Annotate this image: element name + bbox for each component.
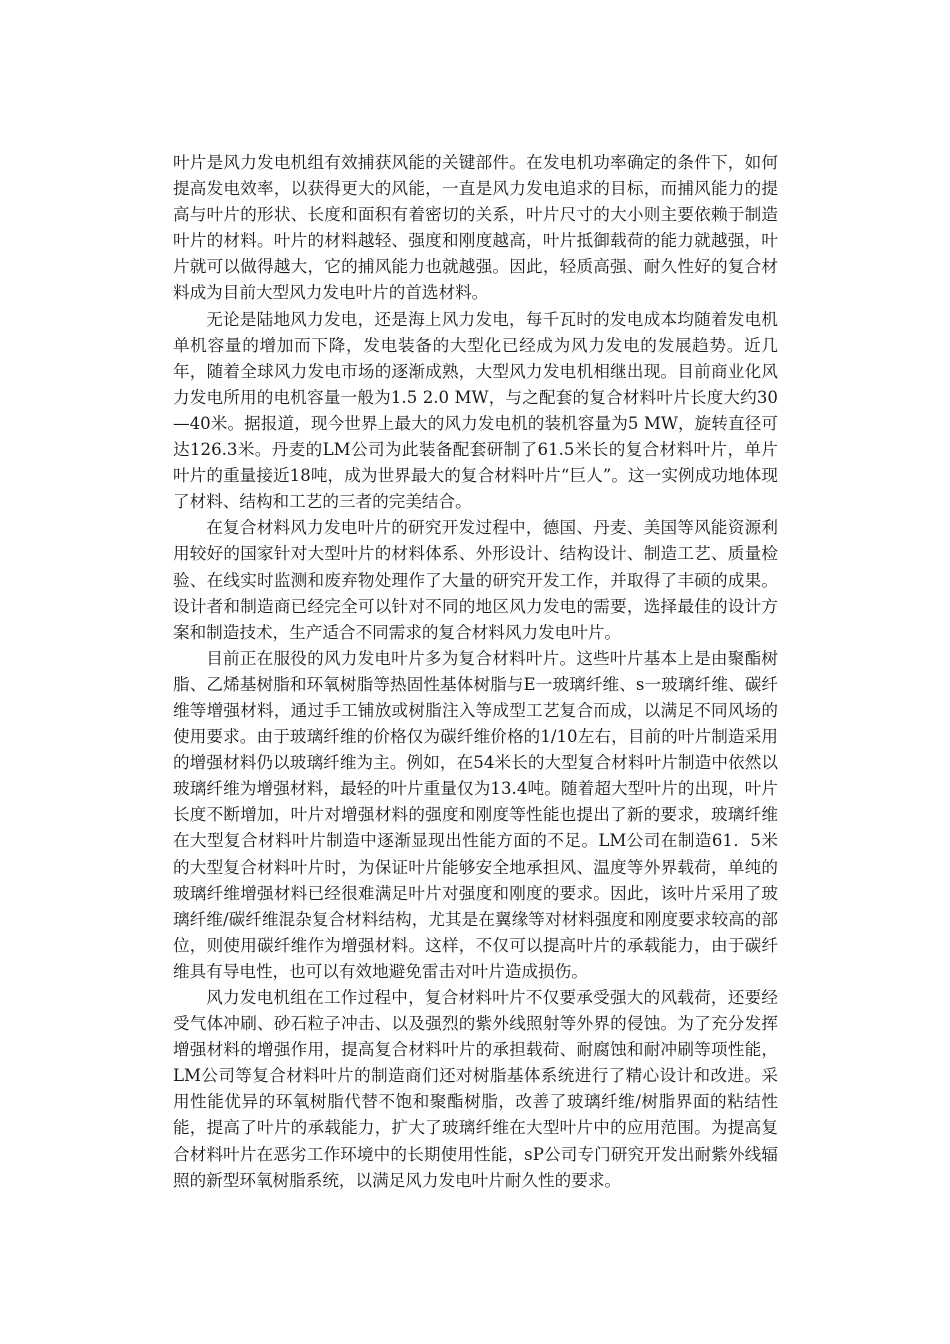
- paragraph-5: 风力发电机组在工作过程中，复合材料叶片不仅要承受强大的风载荷，还要经受气体冲刷、砂石粒子冲击、以及强烈的紫外线照射等外界的侵蚀。为了充分发挥增强材料的增强作用，提高复合材料叶片的承担载荷、耐腐蚀和耐冲刷等项性能，LM公司等复合材料叶片的制造商们还对树脂基体系统进行了精心设计和改进。采用性能优异的环氧树脂代替不饱和聚酯树脂，改善了玻璃纤维/树脂界面的粘结性能，提高了叶片的承载能力，扩大了玻璃纤维在大型叶片中的应用范围。为提高复合材料叶片在恶劣工作环境中的长期使用性能，sP公司专门研究开发出耐紫外线辐照的新型环氧树脂系统，以满足风力发电叶片耐久性的要求。: [173, 988, 778, 1190]
- paragraph-1: 叶片是风力发电机组有效捕获风能的关键部件。在发电机功率确定的条件下，如何提高发电效率，以获得更大的风能，一直是风力发电追求的目标，而捕风能力的提高与叶片的形状、长度和面积有着密切的关系，叶片尺寸的大小则主要依赖于制造叶片的材料。叶片的材料越轻、强度和刚度越高，叶片抵御载荷的能力就越强，叶片就可以做得越大，它的捕风能力也就越强。因此，轻质高强、耐久性好的复合材料成为目前大型风力发电叶片的首选材料。: [173, 153, 778, 303]
- paragraph-2: 无论是陆地风力发电，还是海上风力发电，每千瓦时的发电成本均随着发电机单机容量的增加而下降，发电装备的大型化已经成为风力发电的发展趋势。近几年，随着全球风力发电市场的逐渐成熟，大型风力发电机相继出现。目前商业化风力发电所用的电机容量一般为1.5 2.0 MW，与之配套的复合材料叶片长度大约30—40米。据报道，现今世界上最大的风力发电机的装机容量为5 MW，旋转直径可达126.3米。丹麦的LM公司为此装备配套研制了61.5米长的复合材料叶片，单片叶片的重量接近18吨，成为世界最大的复合材料叶片“巨人”。这一实例成功地体现了材料、结构和工艺的三者的完美结合。: [173, 309, 778, 512]
- paragraph-3: 在复合材料风力发电叶片的研究开发过程中，德国、丹麦、美国等风能资源利用较好的国家针对大型叶片的材料体系、外形设计、结构设计、制造工艺、质量检验、在线实时监测和废弃物处理作了大量的研究开发工作，并取得了丰硕的成果。设计者和制造商已经完全可以针对不同的地区风力发电的需要，选择最佳的设计方案和制造技术，生产适合不同需求的复合材料风力发电叶片。: [173, 518, 778, 642]
- paragraph-4: 目前正在服役的风力发电叶片多为复合材料叶片。这些叶片基本上是由聚酯树脂、乙烯基树脂和环氧树脂等热固性基体树脂与E一玻璃纤维、s一玻璃纤维、碳纤维等增强材料，通过手工铺放或树脂注入等成型工艺复合而成，以满足不同风场的使用要求。由于玻璃纤维的价格仅为碳纤维价格的1/10左右，目前的叶片制造采用的增强材料仍以玻璃纤维为主。例如，在54米长的大型复合材料叶片制造中依然以玻璃纤维为增强材料，最轻的叶片重量仅为13.4吨。随着超大型叶片的出现，叶片长度不断增加，叶片对增强材料的强度和刚度等性能也提出了新的要求，玻璃纤维在大型复合材料叶片制造中逐渐显现出性能方面的不足。LM公司在制造61．5米的大型复合材料叶片时，为保证叶片能够安全地承担风、温度等外界载荷，单纯的玻璃纤维增强材料已经很难满足叶片对强度和刚度的要求。因此，该叶片采用了玻璃纤维/碳纤维混杂复合材料结构，尤其是在翼缘等对材料强度和刚度要求较高的部位，则使用碳纤维作为增强材料。这样，不仅可以提高叶片的承载能力，由于碳纤维具有导电性，也可以有效地避免雷击对叶片造成损伤。: [173, 648, 778, 981]
- document-body: [173, 150, 778, 1194]
